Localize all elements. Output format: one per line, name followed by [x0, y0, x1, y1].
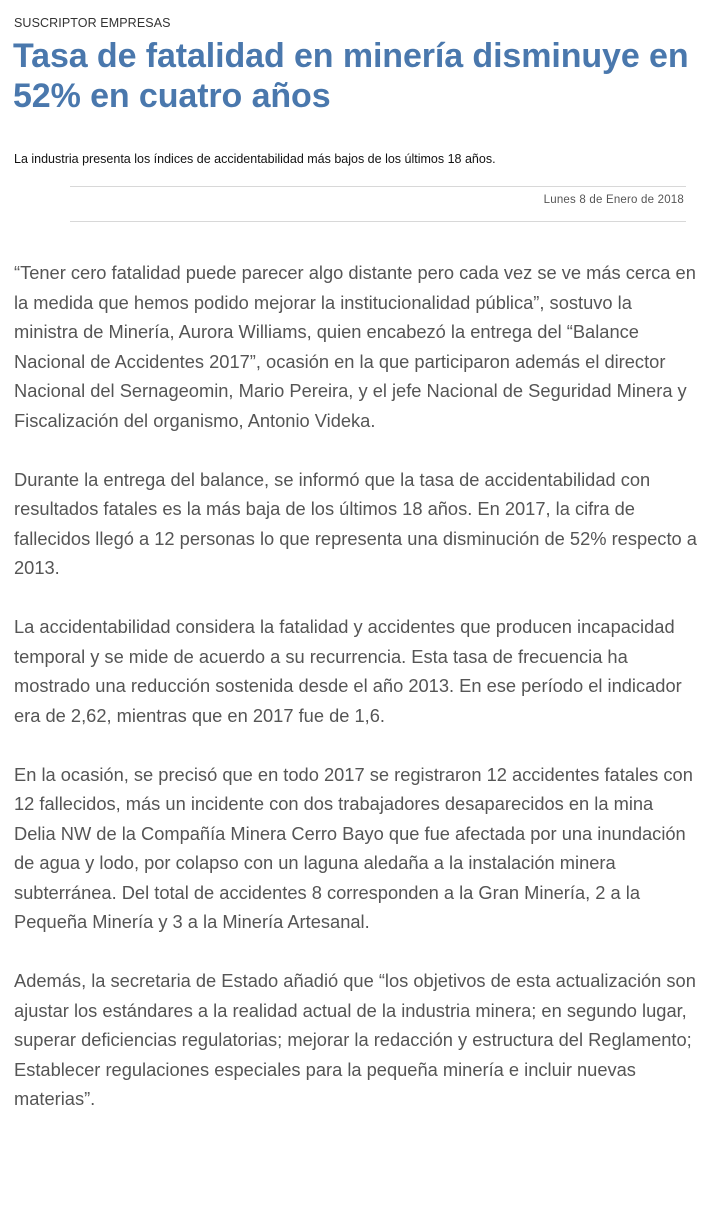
divider-top: [70, 186, 686, 187]
article-title: Tasa de fatalidad en minería disminuye en 52% en cuatro años: [13, 37, 689, 115]
section-kicker: SUSCRIPTOR EMPRESAS: [14, 16, 171, 30]
divider-bottom: [70, 221, 686, 222]
paragraph-4: En la ocasión, se precisó que en todo 2017 se registraron 12 accidentes fatales con 12 fallecidos, más un incidente con dos trabajadores desaparecidos en la mina Delia NW de la Compañía Minera Cerro Bayo que fue afectada por una inundación de agua y lodo, por colapso con un laguna aledaña a la instalación minera subterránea. Del total de accidentes 8 corresponden a la Gran Minería, 2 a la Pequeña Minería y 3 a la Minería Artesanal.: [14, 763, 693, 932]
paragraph-1: “Tener cero fatalidad puede parecer algo distante pero cada vez se ve más cerca en la medida que hemos podido mejorar la institucionalidad pública”, sostuvo la ministra de Minería, Aurora Williams, quien encabezó la entrega del “Balance Nacional de Accidentes 2017”, ocasión en la que participaron además el director Nacional del Sernageomin, Mario Pereira, y el jefe Nacional de Seguridad Minera y Fiscalización del organismo, Antonio Videka.: [14, 262, 696, 431]
paragraph-3: La accidentabilidad considera la fatalidad y accidentes que producen incapacidad temporal y se mide de acuerdo a su recurrencia. Esta tasa de frecuencia ha mostrado una reducción sostenida desde el año 2013. En ese período el indicador era de 2,62, mientras que en 2017 fue de 1,6.: [14, 616, 682, 726]
paragraph-2: Durante la entrega del balance, se informó que la tasa de accidentabilidad con resultados fatales es la más baja de los últimos 18 años. En 2017, la cifra de fallecidos llegó a 12 personas lo que representa una disminución de 52% respecto a 2013.: [14, 468, 697, 578]
paragraph-5: Además, la secretaria de Estado añadió que “los objetivos de esta actualización son ajustar los estándares a la realidad actual de la industria minera; en segundo lugar, superar deficiencias regulatorias; mejorar la redacción y estructura del Reglamento; Establecer regulaciones especiales para la pequeña minería e incluir nuevas materias”.: [14, 970, 696, 1109]
article-body: [14, 258, 698, 1143]
article-summary: La industria presenta los índices de accidentabilidad más bajos de los últimos 18 años.: [14, 152, 496, 166]
publication-date: Lunes 8 de Enero de 2018: [543, 194, 684, 206]
